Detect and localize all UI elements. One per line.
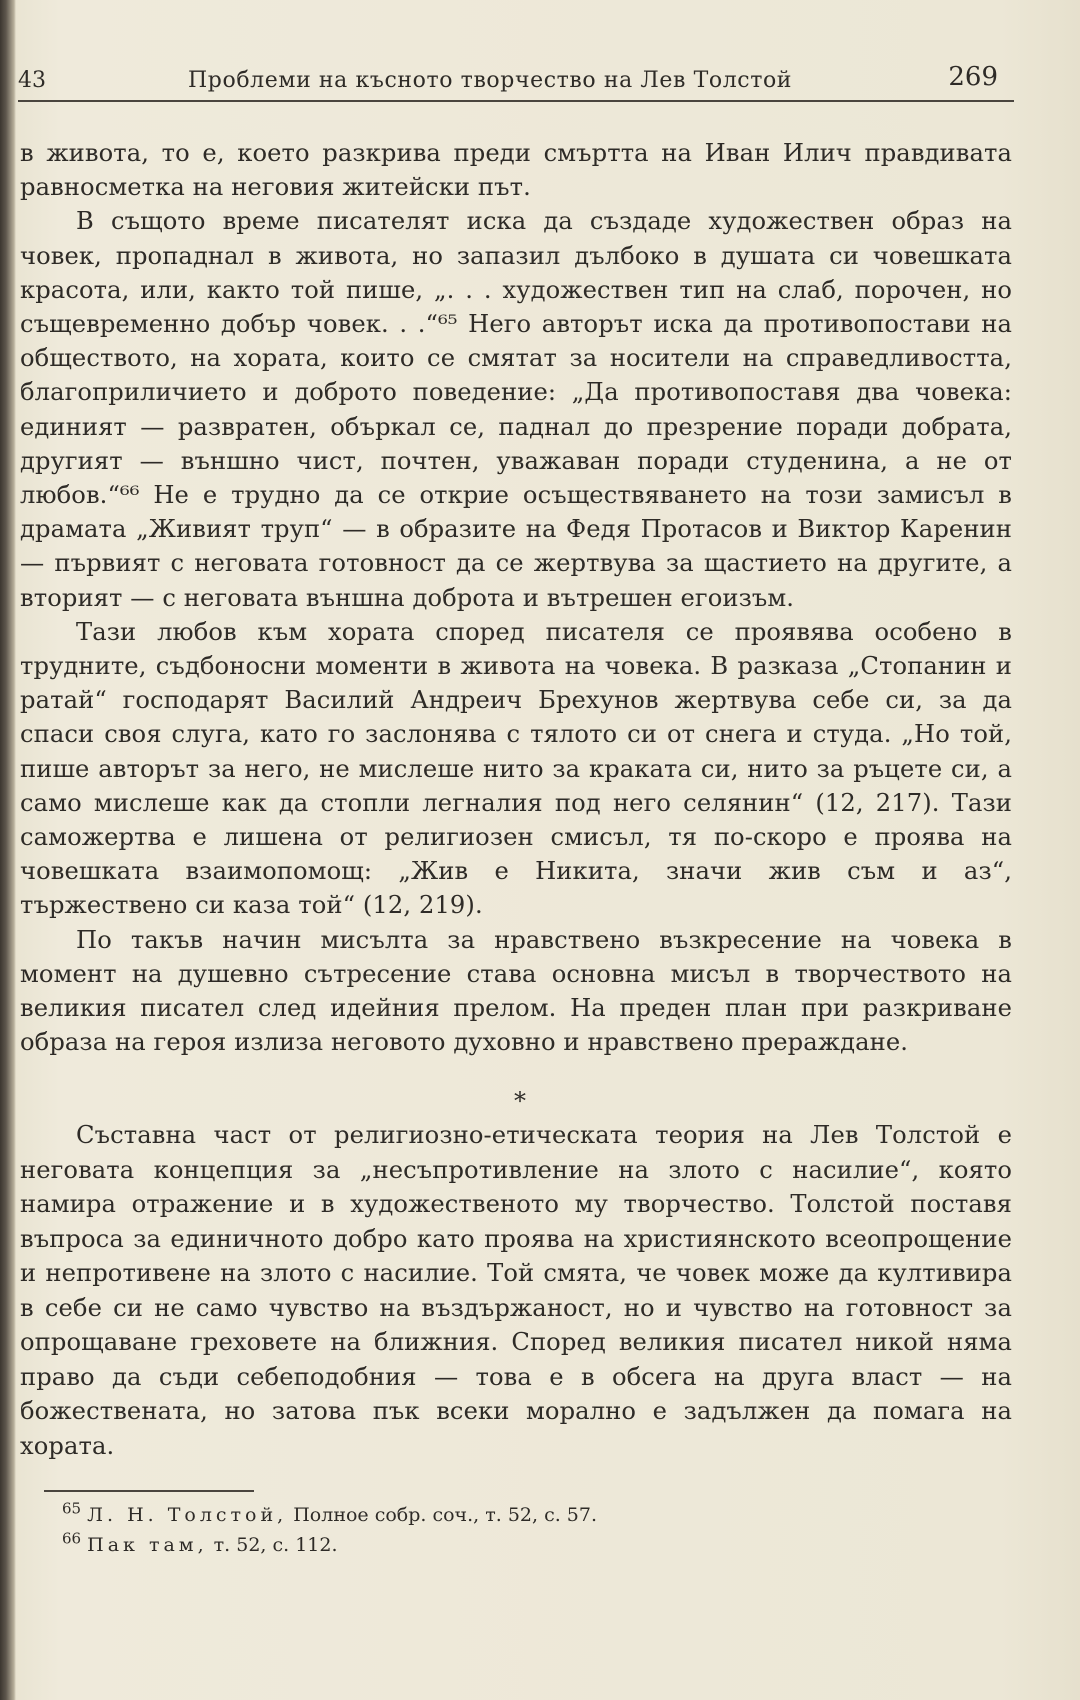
footnote-rule [44, 1490, 254, 1492]
paragraph: Съставна част от религиозно-етическата теория на Лев Толстой е неговата концепция за „несъпротивление на злото с насилие“, която намира отражение и в художественото му творчество. Толстой поставя въпроса за единичното добро като проява на християнското всеопрощение и непротивене на злото с насилие. Той смята, че човек може да култивира в себе си не само чувство на въздържаност, но и чувство на готовност за опрощаване греховете на ближния. Според великия писател никой няма право да съди себеподобния — това е в обсега на друга власт — на божествената, но затова пък всеки морално е задължен да помага на хората. [20, 1121, 1012, 1460]
footnote-author: Л. Н. Толстой, [87, 1504, 288, 1526]
paragraph: в живота, то е, което разкрива преди смъртта на Иван Илич правдивата равносметка на неговия житейски път. [20, 139, 1012, 202]
footnote-number: 65 [62, 1499, 82, 1518]
footnote-text: Полное собр. соч., т. 52, с. 57. [287, 1504, 598, 1526]
footnote-number: 66 [62, 1529, 82, 1548]
section-two-text [20, 1118, 1012, 1463]
running-header [18, 62, 1018, 102]
page-number: 269 [948, 62, 998, 92]
header-title: Проблеми на късното творчество на Лев Толстой [188, 68, 793, 93]
paragraph: В същото време писателят иска да създаде художествен образ на човек, пропаднал в живота, но запазил дълбоко в душата си човешката красота, или, както той пише, „. . . художествен тип на слаб, порочен, но същевременно добър човек. . .“⁶⁵ Него авторът иска да противопостави на обществото, на хората, които се смятат за носители на справедливостта, благоприличието и доброто поведение: „Да противопоставя два човека: единият — развратен, объркал се, паднал до презрение поради добрата, другият — външно чист, почтен, уважаван поради студенина, а не от любов.“⁶⁶ Не е трудно да се открие осъществяването на този замисъл в драмата „Живият труп“ — в образите на Федя Протасов и Виктор Каренин — първият с неговата готовност да се жертвува за щастието на другите, а вторият — с неговата външна доброта и вътрешен егоизъм. [20, 207, 1012, 612]
book-spine-shadow [0, 0, 16, 1700]
footnote-text: т. 52, с. 112. [207, 1534, 338, 1556]
footnotes [62, 1500, 962, 1560]
header-left-number: 43 [18, 68, 46, 93]
paragraph: По такъв начин мисълта за нравствено възкресение на човека в момент на душевно сътресение става основна мисъл в творчеството на великия писател след идейния прелом. На преден план при разкриване образа на героя излиза неговото духовно и нравствено прераждане. [20, 925, 1012, 1057]
section-separator: * [514, 1087, 526, 1115]
footnote [62, 1500, 962, 1530]
header-rule [18, 100, 1014, 102]
footnote-author: Пак там, [87, 1534, 208, 1556]
paragraph: Тази любов към хората според писателя се проявява особено в трудните, съдбоносни моменти в живота на човека. В разказа „Стопанин и ратай“ господарят Василий Андреич Брехунов жертвува себе си, за да спаси своя слуга, като го заслонява с тялото си от снега и студа. „Но той, пише авторът за него, не мислеше нито за краката си, нито за ръцете си, а само мислеше как да стопли легналия под него селянин“ (12, 217). Тази саможертва е лишена от религиозен смисъл, тя по-скоро е проява на човешката взаимопомощ: „Жив е Никита, значи жив съм и аз“, тържествено си каза той“ (12, 219). [20, 617, 1012, 920]
footnote [62, 1530, 962, 1560]
main-text [20, 136, 1012, 1059]
